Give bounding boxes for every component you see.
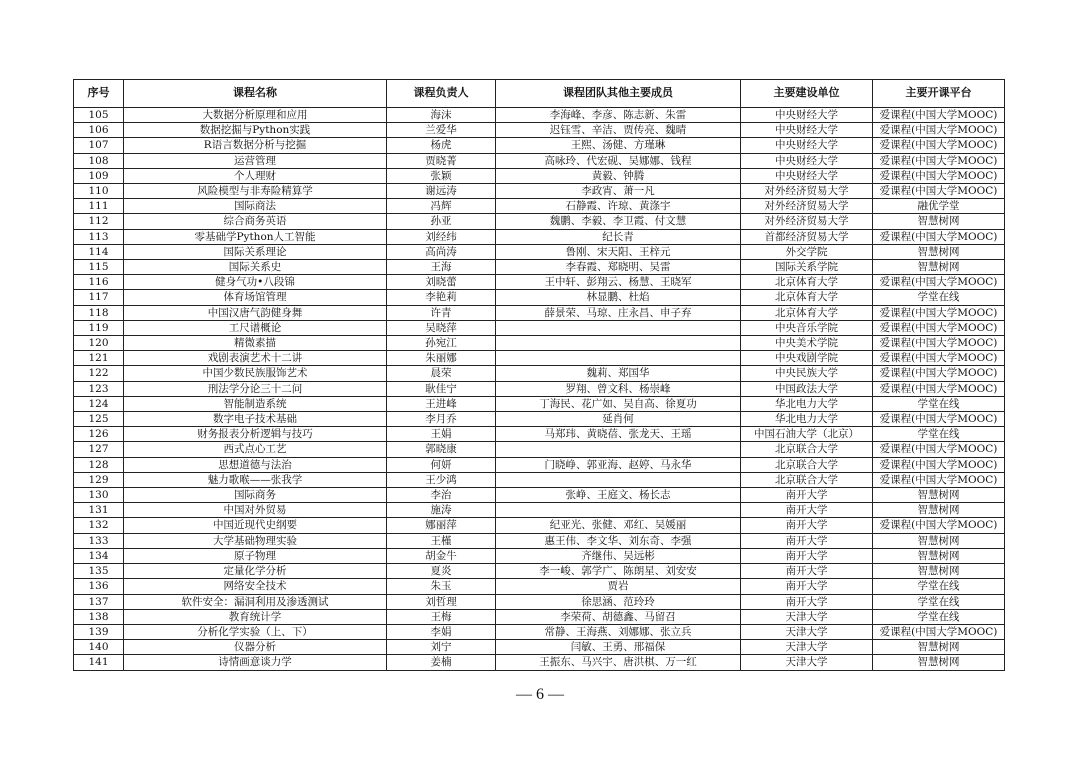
cell-platform: 智慧树网 xyxy=(873,564,1005,579)
cell-platform: 爱课程(中国大学MOOC) xyxy=(873,624,1005,639)
cell-platform: 爱课程(中国大学MOOC) xyxy=(873,123,1005,138)
cell-platform: 爱课程(中国大学MOOC) xyxy=(873,442,1005,457)
cell-team-members: 李荣荷、胡德鑫、马留召 xyxy=(496,609,741,624)
cell-index: 140 xyxy=(74,640,124,655)
cell-course-lead: 刘晓蕾 xyxy=(387,275,496,290)
cell-team-members: 鲁刚、宋天阳、王梓元 xyxy=(496,244,741,259)
table-row xyxy=(74,412,1005,427)
cell-course-name: 国际商法 xyxy=(124,199,387,214)
cell-team-members: 李政宵、萧一凡 xyxy=(496,184,741,199)
table-row xyxy=(74,351,1005,366)
table-row xyxy=(74,488,1005,503)
cell-course-lead: 夏炎 xyxy=(387,564,496,579)
cell-course-name: 西式点心工艺 xyxy=(124,442,387,457)
cell-team-members: 李一峻、郭学广、陈朗星、刘安安 xyxy=(496,564,741,579)
table-row xyxy=(74,624,1005,639)
cell-team-members xyxy=(496,442,741,457)
cell-institution: 北京联合大学 xyxy=(741,442,873,457)
cell-platform: 爱课程(中国大学MOOC) xyxy=(873,381,1005,396)
table-row xyxy=(74,442,1005,457)
cell-institution: 华北电力大学 xyxy=(741,396,873,411)
cell-course-lead: 李治 xyxy=(387,488,496,503)
cell-team-members xyxy=(496,320,741,335)
cell-course-name: 数字电子技术基础 xyxy=(124,412,387,427)
cell-index: 123 xyxy=(74,381,124,396)
table-header-row xyxy=(74,80,1005,108)
cell-institution: 南开大学 xyxy=(741,548,873,563)
cell-index: 137 xyxy=(74,594,124,609)
cell-team-members: 张峥、王庭文、杨长志 xyxy=(496,488,741,503)
cell-course-name: 分析化学实验（上、下） xyxy=(124,624,387,639)
table-row xyxy=(74,366,1005,381)
cell-institution: 天津大学 xyxy=(741,624,873,639)
cell-index: 133 xyxy=(74,533,124,548)
cell-index: 128 xyxy=(74,457,124,472)
table-row xyxy=(74,290,1005,305)
cell-course-lead: 耿佳宁 xyxy=(387,381,496,396)
cell-team-members: 纪亚光、张健、邓红、吴媛丽 xyxy=(496,518,741,533)
cell-institution: 中央美术学院 xyxy=(741,336,873,351)
table-row xyxy=(74,184,1005,199)
cell-platform: 爱课程(中国大学MOOC) xyxy=(873,168,1005,183)
cell-index: 109 xyxy=(74,168,124,183)
cell-index: 117 xyxy=(74,290,124,305)
cell-course-name: 国际关系史 xyxy=(124,260,387,275)
cell-institution: 中央戏剧学院 xyxy=(741,351,873,366)
cell-course-name: 智能制造系统 xyxy=(124,396,387,411)
table-row xyxy=(74,579,1005,594)
cell-course-name: 零基础学Python人工智能 xyxy=(124,229,387,244)
cell-platform: 爱课程(中国大学MOOC) xyxy=(873,518,1005,533)
cell-course-lead: 吴晓萍 xyxy=(387,320,496,335)
cell-index: 112 xyxy=(74,214,124,229)
cell-course-name: 国际商务 xyxy=(124,488,387,503)
cell-course-name: 网络安全技术 xyxy=(124,579,387,594)
cell-course-name: 大学基础物理实验 xyxy=(124,533,387,548)
cell-platform: 爱课程(中国大学MOOC) xyxy=(873,351,1005,366)
cell-team-members: 徐思涵、范玲玲 xyxy=(496,594,741,609)
cell-course-lead: 刘宁 xyxy=(387,640,496,655)
cell-platform: 智慧树网 xyxy=(873,214,1005,229)
table-row xyxy=(74,138,1005,153)
cell-institution: 北京体育大学 xyxy=(741,305,873,320)
cell-institution: 南开大学 xyxy=(741,488,873,503)
cell-course-lead: 朱玉 xyxy=(387,579,496,594)
cell-course-lead: 郭晓康 xyxy=(387,442,496,457)
cell-course-name: 运营管理 xyxy=(124,153,387,168)
cell-platform: 爱课程(中国大学MOOC) xyxy=(873,366,1005,381)
header-platform: 主要开课平台 xyxy=(873,80,1005,108)
table-row xyxy=(74,396,1005,411)
cell-institution: 中央财经大学 xyxy=(741,108,873,123)
cell-institution: 北京体育大学 xyxy=(741,275,873,290)
cell-course-name: 个人理财 xyxy=(124,168,387,183)
cell-course-lead: 王梅 xyxy=(387,609,496,624)
cell-team-members: 王振东、马兴宇、唐洪棋、万一红 xyxy=(496,655,741,670)
table-row xyxy=(74,548,1005,563)
table-body xyxy=(74,108,1005,671)
cell-institution: 南开大学 xyxy=(741,564,873,579)
cell-course-name: 工尺谱概论 xyxy=(124,320,387,335)
table-row xyxy=(74,123,1005,138)
cell-institution: 南开大学 xyxy=(741,594,873,609)
cell-platform: 爱课程(中国大学MOOC) xyxy=(873,457,1005,472)
cell-course-lead: 施涛 xyxy=(387,503,496,518)
cell-course-name: 综合商务英语 xyxy=(124,214,387,229)
cell-platform: 学堂在线 xyxy=(873,594,1005,609)
cell-platform: 爱课程(中国大学MOOC) xyxy=(873,138,1005,153)
cell-index: 106 xyxy=(74,123,124,138)
cell-index: 138 xyxy=(74,609,124,624)
cell-course-name: 健身气功•八段锦 xyxy=(124,275,387,290)
header-course-lead: 课程负责人 xyxy=(387,80,496,108)
cell-index: 132 xyxy=(74,518,124,533)
cell-course-lead: 张颖 xyxy=(387,168,496,183)
cell-team-members: 贾岩 xyxy=(496,579,741,594)
cell-course-name: 刑法学分论三十二问 xyxy=(124,381,387,396)
table-row xyxy=(74,609,1005,624)
cell-team-members: 纪长青 xyxy=(496,229,741,244)
cell-platform: 学堂在线 xyxy=(873,396,1005,411)
cell-team-members: 魏莉、郑国华 xyxy=(496,366,741,381)
cell-course-lead: 胡金牛 xyxy=(387,548,496,563)
cell-course-lead: 谢远涛 xyxy=(387,184,496,199)
cell-platform: 爱课程(中国大学MOOC) xyxy=(873,184,1005,199)
cell-course-lead: 何妍 xyxy=(387,457,496,472)
cell-institution: 天津大学 xyxy=(741,655,873,670)
table-row xyxy=(74,168,1005,183)
cell-institution: 南开大学 xyxy=(741,518,873,533)
cell-platform: 爱课程(中国大学MOOC) xyxy=(873,153,1005,168)
table-row xyxy=(74,533,1005,548)
cell-course-name: 魅力歌喉——张我学 xyxy=(124,472,387,487)
cell-course-lead: 晨荣 xyxy=(387,366,496,381)
cell-course-name: 思想道德与法治 xyxy=(124,457,387,472)
cell-team-members: 黄毅、钟腾 xyxy=(496,168,741,183)
cell-institution: 南开大学 xyxy=(741,579,873,594)
cell-platform: 智慧树网 xyxy=(873,260,1005,275)
cell-institution: 中央财经大学 xyxy=(741,123,873,138)
cell-institution: 外交学院 xyxy=(741,244,873,259)
cell-platform: 智慧树网 xyxy=(873,655,1005,670)
cell-course-name: 体育场馆管理 xyxy=(124,290,387,305)
header-team-members: 课程团队其他主要成员 xyxy=(496,80,741,108)
header-index: 序号 xyxy=(74,80,124,108)
cell-team-members xyxy=(496,503,741,518)
cell-course-lead: 李娟 xyxy=(387,624,496,639)
cell-index: 111 xyxy=(74,199,124,214)
cell-team-members: 常静、王海燕、刘娜娜、张立兵 xyxy=(496,624,741,639)
table-row xyxy=(74,381,1005,396)
cell-course-name: 大数据分析原理和应用 xyxy=(124,108,387,123)
cell-team-members: 丁海民、花广如、吴自高、徐夏功 xyxy=(496,396,741,411)
cell-course-name: 中国近现代史纲要 xyxy=(124,518,387,533)
header-course-name: 课程名称 xyxy=(124,80,387,108)
table-row xyxy=(74,275,1005,290)
cell-index: 139 xyxy=(74,624,124,639)
cell-team-members: 石静霞、许琼、黄涤宇 xyxy=(496,199,741,214)
table-row xyxy=(74,153,1005,168)
cell-platform: 智慧树网 xyxy=(873,640,1005,655)
cell-institution: 北京联合大学 xyxy=(741,457,873,472)
cell-index: 136 xyxy=(74,579,124,594)
cell-course-name: 中国对外贸易 xyxy=(124,503,387,518)
table-row xyxy=(74,336,1005,351)
cell-team-members xyxy=(496,351,741,366)
cell-index: 127 xyxy=(74,442,124,457)
table-row xyxy=(74,305,1005,320)
cell-platform: 智慧树网 xyxy=(873,533,1005,548)
cell-course-lead: 王少鸿 xyxy=(387,472,496,487)
cell-course-lead: 海沫 xyxy=(387,108,496,123)
cell-course-lead: 王海 xyxy=(387,260,496,275)
cell-index: 130 xyxy=(74,488,124,503)
cell-course-lead: 孙宛江 xyxy=(387,336,496,351)
table-row xyxy=(74,640,1005,655)
header-institution: 主要建设单位 xyxy=(741,80,873,108)
cell-index: 114 xyxy=(74,244,124,259)
cell-team-members: 高咏玲、代宏砚、吴娜娜、钱程 xyxy=(496,153,741,168)
cell-institution: 中央财经大学 xyxy=(741,168,873,183)
cell-index: 135 xyxy=(74,564,124,579)
cell-course-name: 仪器分析 xyxy=(124,640,387,655)
cell-team-members: 闫敏、王勇、邢福保 xyxy=(496,640,741,655)
cell-course-lead: 兰爱华 xyxy=(387,123,496,138)
cell-team-members: 薛景荣、马琼、庄永昌、申子弃 xyxy=(496,305,741,320)
cell-course-name: 财务报表分析逻辑与技巧 xyxy=(124,427,387,442)
cell-team-members: 迟钰雪、辛洁、贾传亮、魏晴 xyxy=(496,123,741,138)
cell-institution: 首都经济贸易大学 xyxy=(741,229,873,244)
cell-index: 131 xyxy=(74,503,124,518)
cell-course-lead: 李艳莉 xyxy=(387,290,496,305)
cell-index: 141 xyxy=(74,655,124,670)
cell-platform: 融优学堂 xyxy=(873,199,1005,214)
cell-institution: 国际关系学院 xyxy=(741,260,873,275)
cell-index: 115 xyxy=(74,260,124,275)
cell-institution: 华北电力大学 xyxy=(741,412,873,427)
cell-course-name: 风险模型与非寿险精算学 xyxy=(124,184,387,199)
cell-institution: 中央民族大学 xyxy=(741,366,873,381)
cell-institution: 中央财经大学 xyxy=(741,138,873,153)
cell-team-members: 惠王伟、李文华、刘东奇、李强 xyxy=(496,533,741,548)
cell-institution: 南开大学 xyxy=(741,533,873,548)
cell-team-members: 门晓峥、郭亚海、赵婷、马永华 xyxy=(496,457,741,472)
table-row xyxy=(74,518,1005,533)
cell-team-members: 林显鹏、杜焰 xyxy=(496,290,741,305)
cell-course-name: 中国少数民族服饰艺术 xyxy=(124,366,387,381)
cell-institution: 对外经济贸易大学 xyxy=(741,199,873,214)
cell-index: 122 xyxy=(74,366,124,381)
cell-platform: 智慧树网 xyxy=(873,503,1005,518)
table-row xyxy=(74,108,1005,123)
cell-platform: 爱课程(中国大学MOOC) xyxy=(873,108,1005,123)
cell-course-name: 诗情画意谈力学 xyxy=(124,655,387,670)
cell-course-name: 中国汉唐气韵健身舞 xyxy=(124,305,387,320)
table-row xyxy=(74,564,1005,579)
cell-institution: 中央财经大学 xyxy=(741,153,873,168)
cell-course-name: 原子物理 xyxy=(124,548,387,563)
cell-course-lead: 高尚涛 xyxy=(387,244,496,259)
cell-platform: 爱课程(中国大学MOOC) xyxy=(873,305,1005,320)
cell-course-lead: 王娟 xyxy=(387,427,496,442)
cell-team-members: 王中轩、彭翔云、杨慧、王晓军 xyxy=(496,275,741,290)
cell-team-members: 李春霞、郑晓明、吴雷 xyxy=(496,260,741,275)
table-row xyxy=(74,457,1005,472)
table-row xyxy=(74,427,1005,442)
cell-institution: 北京体育大学 xyxy=(741,290,873,305)
cell-course-lead: 许青 xyxy=(387,305,496,320)
cell-institution: 中国石油大学（北京） xyxy=(741,427,873,442)
cell-course-lead: 杨虎 xyxy=(387,138,496,153)
cell-platform: 学堂在线 xyxy=(873,609,1005,624)
table-row xyxy=(74,260,1005,275)
cell-platform: 爱课程(中国大学MOOC) xyxy=(873,336,1005,351)
cell-team-members: 延肖何 xyxy=(496,412,741,427)
cell-index: 116 xyxy=(74,275,124,290)
cell-course-lead: 朱丽娜 xyxy=(387,351,496,366)
table-row xyxy=(74,320,1005,335)
cell-institution: 中国政法大学 xyxy=(741,381,873,396)
cell-index: 129 xyxy=(74,472,124,487)
table-row xyxy=(74,472,1005,487)
table-row xyxy=(74,655,1005,670)
cell-platform: 学堂在线 xyxy=(873,427,1005,442)
cell-team-members: 李海峰、李彦、陈志新、朱雷 xyxy=(496,108,741,123)
cell-team-members xyxy=(496,472,741,487)
cell-index: 119 xyxy=(74,320,124,335)
cell-platform: 智慧树网 xyxy=(873,548,1005,563)
table-row xyxy=(74,244,1005,259)
cell-platform: 智慧树网 xyxy=(873,488,1005,503)
cell-index: 124 xyxy=(74,396,124,411)
cell-index: 107 xyxy=(74,138,124,153)
cell-course-lead: 孙亚 xyxy=(387,214,496,229)
cell-course-lead: 贾晓菁 xyxy=(387,153,496,168)
cell-platform: 爱课程(中国大学MOOC) xyxy=(873,275,1005,290)
cell-course-name: 数据挖掘与Python实践 xyxy=(124,123,387,138)
cell-platform: 爱课程(中国大学MOOC) xyxy=(873,412,1005,427)
cell-course-name: 软件安全：漏洞利用及渗透测试 xyxy=(124,594,387,609)
page-number: — 6 — xyxy=(516,686,564,703)
cell-team-members: 马郑玮、黄晓蓓、张龙天、王瑶 xyxy=(496,427,741,442)
cell-course-lead: 娜丽萍 xyxy=(387,518,496,533)
cell-index: 126 xyxy=(74,427,124,442)
cell-institution: 北京联合大学 xyxy=(741,472,873,487)
cell-team-members: 罗翔、曾文科、杨崇峰 xyxy=(496,381,741,396)
cell-course-name: 教育统计学 xyxy=(124,609,387,624)
cell-course-name: 戏剧表演艺术十二讲 xyxy=(124,351,387,366)
table-row xyxy=(74,594,1005,609)
cell-team-members: 魏鹏、李毅、李卫霞、付文慧 xyxy=(496,214,741,229)
cell-index: 113 xyxy=(74,229,124,244)
cell-team-members xyxy=(496,336,741,351)
cell-institution: 对外经济贸易大学 xyxy=(741,214,873,229)
cell-index: 108 xyxy=(74,153,124,168)
cell-platform: 智慧树网 xyxy=(873,244,1005,259)
cell-platform: 学堂在线 xyxy=(873,579,1005,594)
cell-index: 125 xyxy=(74,412,124,427)
course-table xyxy=(73,79,1005,671)
cell-platform: 爱课程(中国大学MOOC) xyxy=(873,229,1005,244)
cell-institution: 对外经济贸易大学 xyxy=(741,184,873,199)
cell-course-name: R语言数据分析与挖掘 xyxy=(124,138,387,153)
cell-platform: 爱课程(中国大学MOOC) xyxy=(873,320,1005,335)
table-row xyxy=(74,229,1005,244)
cell-index: 118 xyxy=(74,305,124,320)
cell-course-lead: 冯辉 xyxy=(387,199,496,214)
cell-course-lead: 姜楠 xyxy=(387,655,496,670)
cell-index: 110 xyxy=(74,184,124,199)
cell-course-lead: 李月乔 xyxy=(387,412,496,427)
cell-course-lead: 刘经纬 xyxy=(387,229,496,244)
cell-course-name: 精微素描 xyxy=(124,336,387,351)
cell-institution: 天津大学 xyxy=(741,609,873,624)
cell-course-name: 国际关系理论 xyxy=(124,244,387,259)
cell-course-lead: 王进峰 xyxy=(387,396,496,411)
cell-team-members: 王熙、汤健、方瑾琳 xyxy=(496,138,741,153)
cell-index: 105 xyxy=(74,108,124,123)
cell-institution: 中央音乐学院 xyxy=(741,320,873,335)
cell-institution: 天津大学 xyxy=(741,640,873,655)
table-row xyxy=(74,214,1005,229)
cell-institution: 南开大学 xyxy=(741,503,873,518)
table-row xyxy=(74,503,1005,518)
cell-platform: 学堂在线 xyxy=(873,290,1005,305)
cell-course-lead: 刘哲理 xyxy=(387,594,496,609)
table-row xyxy=(74,199,1005,214)
cell-course-lead: 王槿 xyxy=(387,533,496,548)
cell-course-name: 定量化学分析 xyxy=(124,564,387,579)
cell-index: 120 xyxy=(74,336,124,351)
cell-team-members: 齐继伟、吴远彬 xyxy=(496,548,741,563)
cell-platform: 爱课程(中国大学MOOC) xyxy=(873,472,1005,487)
cell-index: 134 xyxy=(74,548,124,563)
cell-index: 121 xyxy=(74,351,124,366)
